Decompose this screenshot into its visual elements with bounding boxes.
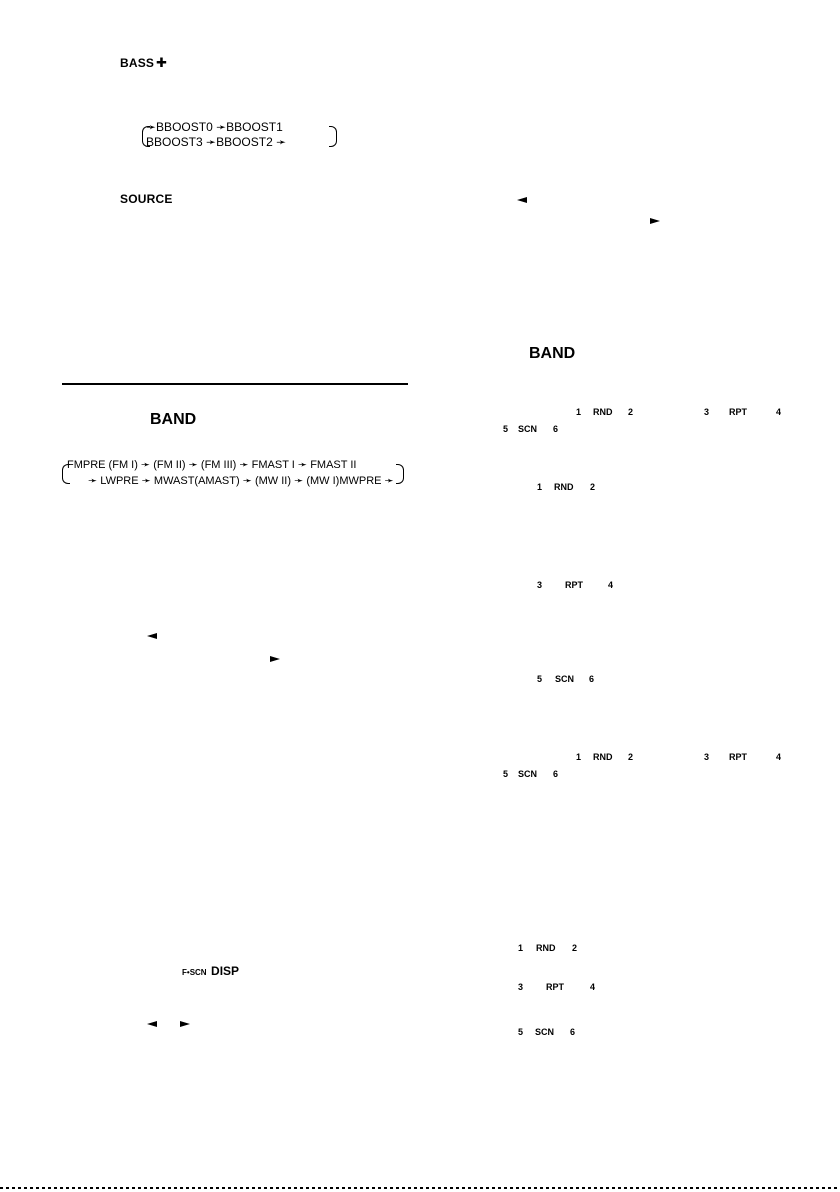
- bass-plus-button-label: [120, 55, 167, 71]
- key-4: 4: [590, 982, 596, 992]
- key-1: 1: [537, 482, 543, 492]
- bboost-row-1: ➛BBOOST0 ➛BBOOST1: [146, 120, 283, 134]
- key-4: 4: [776, 407, 782, 417]
- key-1: 1: [576, 407, 582, 417]
- key-2: 2: [628, 407, 634, 417]
- seek-left-icon-right: [517, 197, 527, 203]
- seek-right-icon-2: [180, 1021, 190, 1027]
- page-bottom-edge: [0, 1187, 840, 1189]
- bboost-cycle-diagram: [142, 120, 337, 154]
- scn-label: SCN: [518, 424, 538, 434]
- rnd-label: RND: [536, 943, 556, 953]
- rpt-label: RPT: [546, 982, 564, 992]
- key-5: 5: [518, 1027, 524, 1037]
- disp-label: DISP: [211, 964, 240, 978]
- rnd-label: RND: [593, 407, 613, 417]
- section-divider: [62, 383, 408, 385]
- scn-label: SCN: [518, 769, 538, 779]
- scn-label: SCN: [535, 1027, 555, 1037]
- band-row-2: ➛ LWPRE ➛ MWAST(AMAST) ➛ (MW II) ➛ (MW I)MWPRE ➛: [88, 475, 394, 487]
- seek-left-icon-2: [147, 1021, 157, 1027]
- seek-left-icon: [147, 633, 157, 639]
- rpt-label: RPT: [565, 580, 583, 590]
- key-3: 3: [518, 982, 524, 992]
- key-6: 6: [553, 424, 559, 434]
- key-6: 6: [570, 1027, 576, 1037]
- band-button-label-right: BAND: [529, 345, 576, 362]
- key-4: 4: [776, 752, 782, 762]
- scn-label: SCN: [555, 674, 575, 684]
- fscn-label: F•SCN: [182, 968, 207, 977]
- bass-label: BASS: [120, 56, 155, 70]
- band-row-1: FMPRE (FM I) ➛ (FM II) ➛ (FM III) ➛ FMAST I ➛ FMAST II: [67, 459, 357, 471]
- band-cycle-diagram: [62, 458, 404, 490]
- key-5: 5: [503, 424, 509, 434]
- key-2: 2: [572, 943, 578, 953]
- key-6: 6: [589, 674, 595, 684]
- band-button-label-left: BAND: [150, 411, 197, 428]
- plus-icon: ✚: [156, 55, 168, 70]
- source-button-label: SOURCE: [120, 192, 173, 206]
- key-4: 4: [608, 580, 614, 590]
- rnd-label: RND: [593, 752, 613, 762]
- key-5: 5: [503, 769, 509, 779]
- band-bracket-right: [396, 464, 404, 484]
- bboost-bracket-right: [329, 126, 337, 147]
- key-3: 3: [704, 407, 710, 417]
- key-6: 6: [553, 769, 559, 779]
- seek-right-icon-right: [650, 218, 660, 224]
- bboost-row-2: BBOOST3 ➛BBOOST2 ➛: [146, 135, 287, 149]
- key-1: 1: [518, 943, 524, 953]
- key-5: 5: [537, 674, 543, 684]
- key-3: 3: [704, 752, 710, 762]
- key-2: 2: [628, 752, 634, 762]
- rnd-label: RND: [554, 482, 574, 492]
- fscn-disp-label: [182, 962, 239, 980]
- key-2: 2: [590, 482, 596, 492]
- key-1: 1: [576, 752, 582, 762]
- seek-right-icon: [270, 656, 280, 662]
- rpt-label: RPT: [729, 407, 747, 417]
- rpt-label: RPT: [729, 752, 747, 762]
- key-3: 3: [537, 580, 543, 590]
